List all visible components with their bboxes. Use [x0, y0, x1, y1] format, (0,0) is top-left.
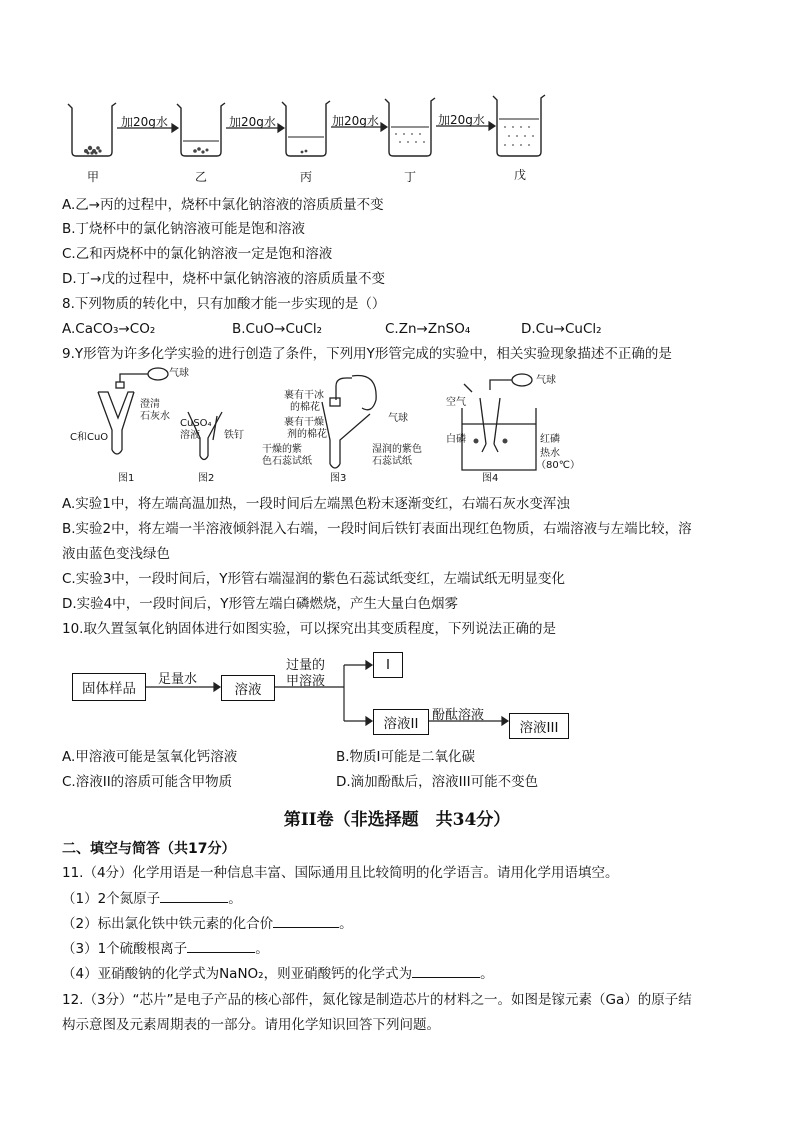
fig1-balloon-label: 气球 [169, 368, 189, 379]
fig1-right-label-1: 澄清 [140, 399, 160, 410]
q8-option-c: C.Zn→ZnSO₄ [385, 321, 471, 337]
q7-option-a: A.乙→丙的过程中，烧杯中氯化钠溶液的溶质质量不变 [62, 197, 384, 213]
beaker-name-1: 甲 [87, 170, 100, 184]
q10-option-b: B.物质I可能是二氧化碳 [336, 749, 476, 765]
section2-heading: 二、填空与简答（共17分） [62, 841, 236, 857]
fig4-white-phosphorus-label: 白磷 [446, 434, 466, 445]
q11-stem: 11.（4分）化学用语是一种信息丰富、国际通用且比较简明的化学语言。请用化学用语填空。 [62, 865, 619, 881]
beaker-name-5: 戊 [514, 168, 527, 182]
q11-sub4-blank[interactable] [412, 964, 480, 978]
q9-option-b-line1: B.实验2中，将左端一半溶液倾斜混入右端，一段时间后铁钉表面出现红色物质，右端溶液与左端比较，溶 [62, 521, 692, 537]
q9-option-b-line2: 液由蓝色变浅绿色 [62, 546, 170, 562]
q9-stem: 9.Y形管为许多化学实验的进行创造了条件，下列用Y形管完成的实验中，相关实验现象描述不正确的是 [62, 346, 672, 362]
fig3-label-6: 色石蕊试纸 [262, 456, 312, 467]
y-tube-drawings [0, 370, 794, 490]
flow-solution-ii-box: 溶液II [373, 709, 429, 735]
q11-sub4-text: （4）亚硝酸钠的化学式为NaNO₂，则亚硝酸钙的化学式为 [62, 966, 413, 982]
fig3-label-2: 的棉花 [290, 402, 320, 413]
fig3-label-3: 裹有干燥 [284, 417, 324, 428]
fig2-left-label-1: CuSO₄ [180, 418, 212, 429]
q11-sub3-end: 。 [255, 941, 269, 957]
q7-option-d: D.丁→戊的过程中，烧杯中氯化钠溶液的溶质质量不变 [62, 271, 385, 287]
beaker-name-2: 乙 [195, 170, 208, 184]
fig2-right-label: 铁钉 [224, 430, 244, 441]
fig4-hot-water-label-2: （80℃） [536, 460, 580, 471]
beaker-drawing [0, 0, 794, 190]
q11-sub2 [62, 914, 353, 933]
fig1-left-label: C和CuO [70, 432, 109, 443]
fig2-caption: 图2 [198, 473, 215, 484]
q11-sub1-text: （1）2个氮原子 [62, 891, 161, 907]
flow-excess-label-2: 甲溶液 [286, 674, 326, 689]
fig4-red-phosphorus-label: 红磷 [540, 434, 560, 445]
q11-sub3-text: （3）1个硫酸根离子 [62, 941, 188, 957]
q8-option-d: D.Cu→CuCl₂ [521, 321, 602, 337]
q11-sub4 [62, 964, 494, 983]
beaker-name-3: 丙 [300, 170, 313, 184]
q9-option-d: D.实验4中，一段时间后，Y形管左端白磷燃烧，产生大量白色烟雾 [62, 596, 459, 612]
q8-option-b: B.CuO→CuCl₂ [232, 321, 323, 337]
flow-product-i-box: I [373, 652, 403, 678]
q11-sub2-end: 。 [339, 916, 353, 932]
q10-option-a: A.甲溶液可能是氢氧化钙溶液 [62, 749, 238, 765]
fig1-right-label-2: 石灰水 [140, 411, 170, 422]
flow-excess-label-1: 过量的 [286, 658, 326, 673]
fig1-caption: 图1 [118, 473, 135, 484]
flow-phenolphthalein-label: 酚酞溶液 [432, 708, 485, 723]
beaker-name-4: 丁 [404, 170, 417, 184]
arrow-label-1: 加20g水 [121, 115, 168, 129]
fig3-label-1: 裹有干冰 [284, 390, 324, 401]
q12-line2: 构示意图及元素周期表的一部分。请用化学知识回答下列问题。 [62, 1017, 440, 1033]
fig3-label-4: 剂的棉花 [287, 429, 327, 440]
arrow-label-2: 加20g水 [229, 115, 276, 129]
q11-sub3 [62, 939, 269, 958]
q11-sub2-text: （2）标出氯化铁中铁元素的化合价 [62, 916, 274, 932]
q11-sub1-blank[interactable] [160, 889, 228, 903]
flow-water-label: 足量水 [158, 672, 198, 687]
q9-option-a: A.实验1中，将左端高温加热，一段时间后左端黑色粉末逐渐变红，右端石灰水变浑浊 [62, 496, 570, 512]
q11-sub1 [62, 889, 242, 908]
arrow-label-3: 加20g水 [332, 114, 379, 128]
q10-option-c: C.溶液II的溶质可能含甲物质 [62, 774, 233, 790]
q11-sub3-blank[interactable] [187, 939, 255, 953]
fig4-balloon-label: 气球 [536, 375, 556, 386]
flow-solution-iii-box: 溶液III [509, 713, 569, 739]
fig4-hot-water-label-1: 热水 [540, 448, 560, 459]
fig4-air-label: 空气 [446, 397, 466, 408]
q9-option-c: C.实验3中，一段时间后，Y形管右端湿润的紫色石蕊试纸变红，左端试纸无明显变化 [62, 571, 566, 587]
q11-sub4-end: 。 [480, 966, 494, 982]
q8-stem: 8.下列物质的转化中，只有加酸才能一步实现的是（） [62, 296, 386, 312]
q10-option-d: D.滴加酚酞后，溶液III可能不变色 [336, 774, 539, 790]
fig3-right-label-2: 石蕊试纸 [372, 456, 412, 467]
q8-option-a: A.CaCO₃→CO₂ [62, 321, 156, 337]
q10-stem: 10.取久置氢氧化钠固体进行如图实验，可以探究出其变质程度，下列说法正确的是 [62, 621, 556, 637]
q7-option-c: C.乙和丙烧杯中的氯化钠溶液一定是饱和溶液 [62, 246, 333, 262]
fig3-balloon-label: 气球 [388, 413, 408, 424]
arrow-label-4: 加20g水 [438, 113, 485, 127]
flow-solution-box: 溶液 [221, 675, 275, 701]
fig2-left-label-2: 溶液 [180, 430, 200, 441]
fig4-caption: 图4 [482, 473, 499, 484]
q11-sub2-blank[interactable] [273, 914, 339, 928]
fig3-caption: 图3 [330, 473, 347, 484]
q11-sub1-end: 。 [228, 891, 242, 907]
fig3-right-label-1: 湿润的紫色 [372, 444, 422, 455]
part2-title: 第II卷（非选择题 共34分） [283, 810, 511, 830]
fig3-label-5: 干燥的紫 [262, 444, 302, 455]
q7-option-b: B.丁烧杯中的氯化钠溶液可能是饱和溶液 [62, 221, 306, 237]
q12-line1: 12.（3分）“芯片”是电子产品的核心部件，氮化镓是制造芯片的材料之一。如图是镓元素（Ga）的原子结 [62, 992, 692, 1008]
flow-sample-box: 固体样品 [72, 673, 146, 701]
